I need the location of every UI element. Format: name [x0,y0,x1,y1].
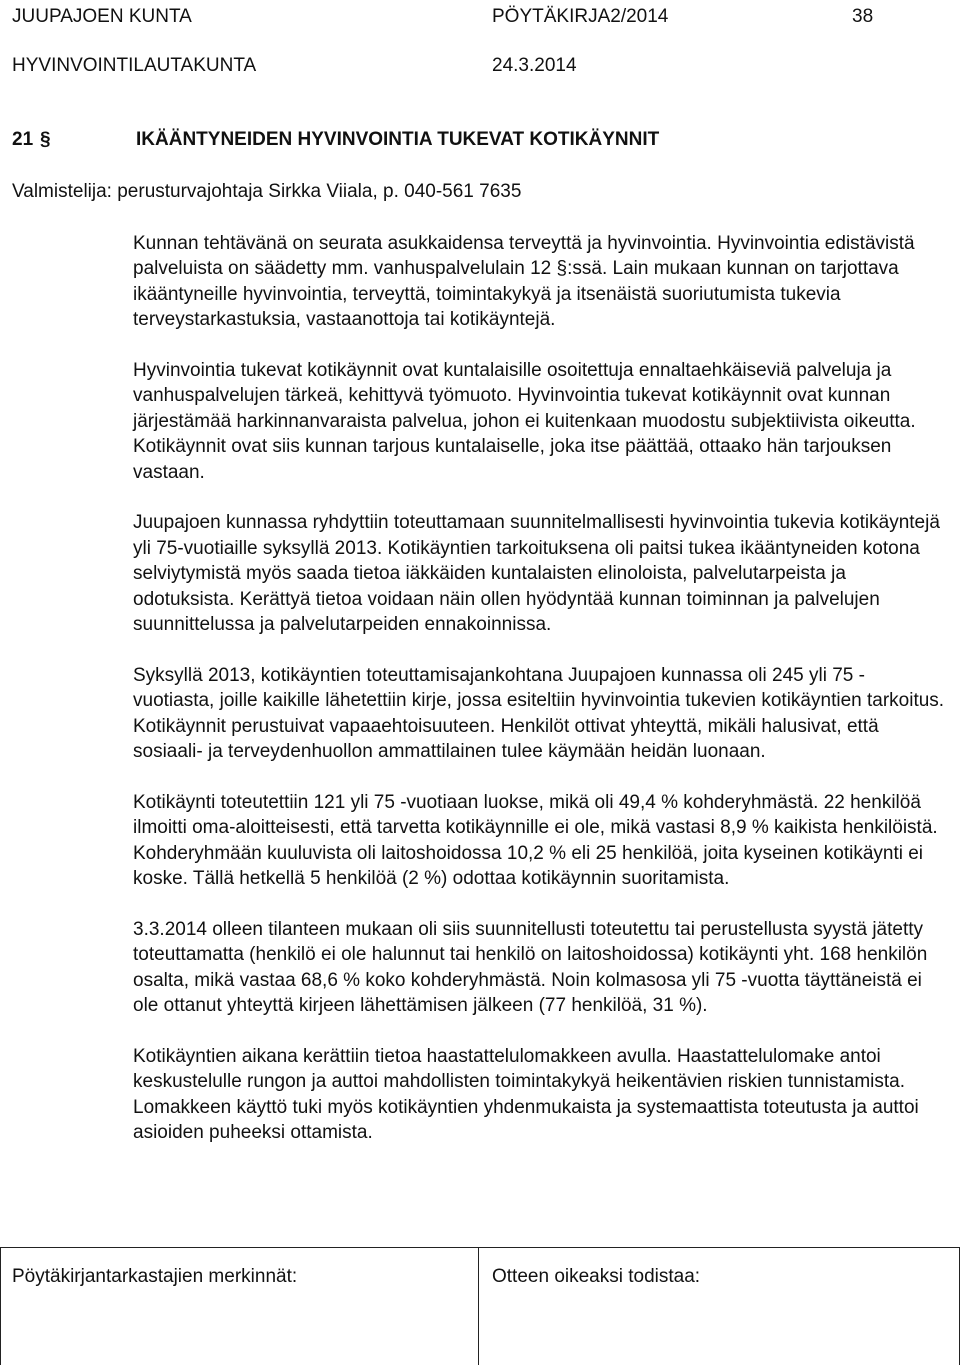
reviewers-notes-label: Pöytäkirjantarkastajien merkinnät: [12,1266,298,1287]
section-title: IKÄÄNTYNEIDEN HYVINVOINTIA TUKEVAT KOTIKÄYNNIT [136,129,660,150]
paragraph: Juupajoen kunnassa ryhdyttiin toteuttamaan suunnitelmallisesti hyvinvointia tukevia kotikäyntejä yli 75-vuotiaille syksyllä 2013. Kotikäyntien tarkoituksena oli paitsi tukea ikääntyneiden kotona selviytymistä myös saada tietoa iäkkäiden kuntalaisten elinoloista, palvelutarpeista ja odotuksista. Kerättyä tietoa voidaan näin ollen hyödyntää kunnan toiminnan ja palvelujen suunnittelussa ja palvelutarpeiden ennakoinnissa. [133,512,940,636]
section-symbol: § [40,129,51,150]
document-body [133,231,945,1171]
meeting-date: 24.3.2014 [492,55,577,76]
section-heading [12,128,659,152]
board-name: HYVINVOINTILAUTAKUNTA [12,55,257,76]
signature-table [0,1247,960,1364]
document-id: PÖYTÄKIRJA2/2014 [492,6,669,27]
paragraph: Kotikäyntien aikana kerättiin tietoa haastattelulomakkeen avulla. Haastattelulomake antoi keskustelulle rungon ja auttoi mahdollisten toimintakykyä heikentävien riskien tunnistamista. Lomakkeen käyttö tuki myös kotikäyntien yhdenmukaista ja systemaattista toteutusta ja auttoi asioiden puheeksi ottamista. [133,1045,919,1144]
certified-copy-label: Otteen oikeaksi todistaa: [492,1266,701,1287]
municipality-name: JUUPAJOEN KUNTA [12,6,192,27]
paragraph: Hyvinvointia tukevat kotikäynnit ovat kuntalaisille osoitettuja ennaltaehkäiseviä palveluja ja vanhuspalvelujen tärkeä, kehittyvä työmuoto. Hyvinvointia tukevat kotikäynnit ovat kunnan järjestämää harkinnanvaraista palvelua, johon ei kuitenkaan muodostu subjektiivista oikeutta. Kotikäynnit ovat siis kunnan tarjous kuntalaiselle, joka itse päättää, ottaako hän tarjouksen vastaan. [133,360,916,483]
paragraph: Syksyllä 2013, kotikäyntien toteuttamisajankohtana Juupajoen kunnassa oli 245 yli 75 -vuotiasta, joille kaikille lähetettiin kirje, jossa esiteltiin hyvinvointia tukevien kotikäyntien tarkoitus. Kotikäynnit perustuivat vapaaehtoisuuteen. Henkilöt ottivat yhteyttä, mikäli halusivat, että sosiaali- ja terveydenhuollon ammattilainen tulee käymään heidän luonaan. [133,664,945,763]
page-number: 38 [852,6,874,27]
paragraph: 3.3.2014 olleen tilanteen mukaan oli siis suunnitellusti toteutettu tai perustellusta syystä jätetty toteuttamatta (henkilö ei ole halunnut tai henkilö on laitoshoidossa) kotikäynti yht. 168 henkilön osalta, mikä vastaa 68,6 % koko kohderyhmästä. Noin kolmasosa yli 75 -vuotta täyttäneistä ei ole ottanut yhteyttä kirjeen lähettämisen jälkeen (77 henkilöä, 31 %). [133,918,928,1017]
table-border-left [0,1248,1,1365]
paragraph: Kotikäynti toteutettiin 121 yli 75 -vuotiaan luokse, mikä oli 49,4 % kohderyhmästä. 22 henkilöä ilmoitti oma-aloitteisesti, että tarvetta kotikäynnille ei ole, mikä vastasi 8,9 % kaikista henkilöistä. Kohderyhmään kuuluvista oli laitoshoidossa 10,2 % eli 25 henkilöä, joita kyseinen kotikäynti ei koske. Tällä hetkellä 5 henkilöä (2 %) odottaa kotikäynnin suoritamista. [133,791,938,890]
preparer-line: Valmistelija: perusturvajohtaja Sirkka Viiala, p. 040-561 7635 [12,181,522,202]
paragraph: Kunnan tehtävänä on seurata asukkaidensa terveyttä ja hyvinvointia. Hyvinvointia edistävistä palveluista on säädetty mm. vanhuspalvelulain 12 §:ssä. Lain mukaan kunnan on tarjottava ikääntyneille hyvinvointia, terveyttä, toimintakykyä ja itsenäistä suoriutumista tukevia terveystarkastuksia, vastaanottoja tai kotikäyntejä. [133,233,915,331]
table-divider [478,1248,479,1365]
section-number: 21 [12,129,34,150]
